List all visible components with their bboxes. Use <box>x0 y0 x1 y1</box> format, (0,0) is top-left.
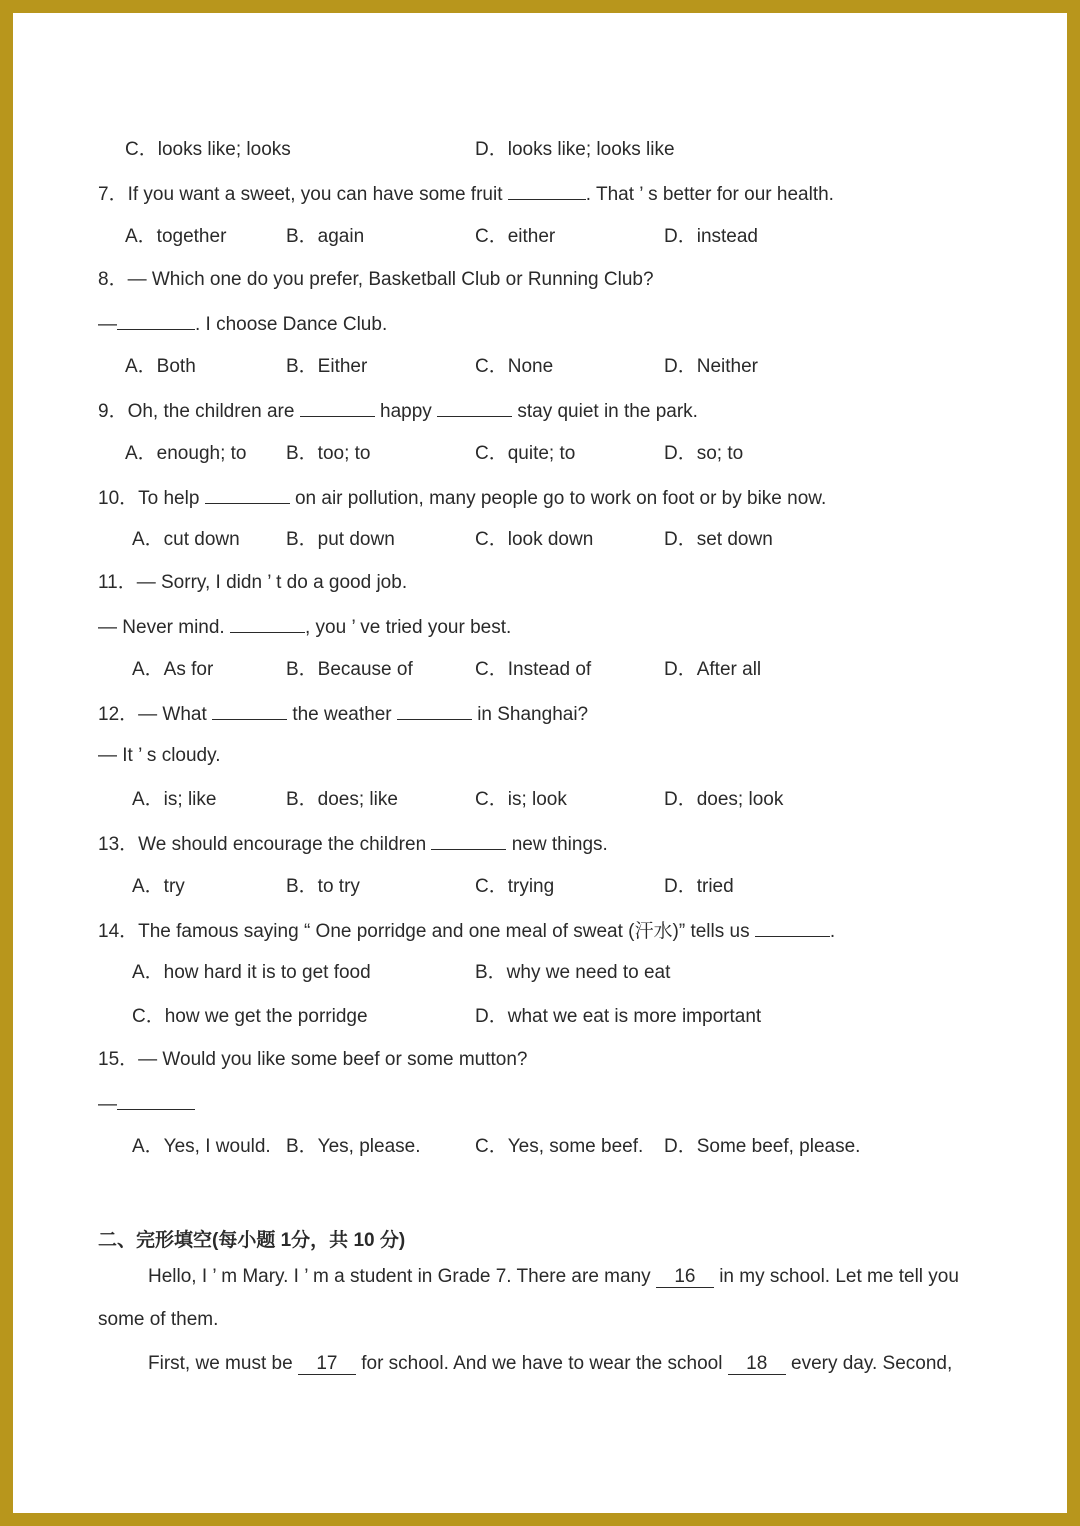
p1-text: Hello, I ’ m Mary. I ’ m a student in Grade 7. There are many <box>148 1266 651 1287</box>
q12-stem <box>98 701 588 727</box>
q12-reply: — It ’ s cloudy. <box>98 745 221 766</box>
q12-option-d[interactable]: D．does; look <box>664 789 784 810</box>
q13-stem <box>98 831 608 857</box>
q8-stem: 8．— Which one do you prefer, Basketball Club or Running Club? <box>98 269 654 290</box>
q9-stem <box>98 398 698 424</box>
q7-option-b[interactable]: B．again <box>286 226 365 247</box>
q7-option-a[interactable]: A．together <box>125 226 227 247</box>
q10-option-c[interactable]: C．look down <box>475 529 594 550</box>
q12-option-b[interactable]: B．does; like <box>286 789 398 810</box>
blank-17[interactable]: 17 <box>298 1354 356 1375</box>
section2-paragraph-1 <box>148 1265 959 1289</box>
q11-option-c[interactable]: C．Instead of <box>475 659 592 680</box>
q9-option-b[interactable]: B．too; to <box>286 443 371 464</box>
q14-option-a[interactable]: A．how hard it is to get food <box>132 962 371 983</box>
q8-option-b[interactable]: B．Either <box>286 356 368 377</box>
section2-paragraph-1-cont: some of them. <box>98 1309 219 1330</box>
p2-text-mid: for school. And we have to wear the school <box>361 1353 723 1374</box>
q9-stem-tail: stay quiet in the park. <box>517 401 698 422</box>
blank-16[interactable]: 16 <box>656 1267 714 1288</box>
q7-stem-text: 7．If you want a sweet, you can have some fruit <box>98 184 503 205</box>
q12-blank-1[interactable] <box>212 701 287 720</box>
q15-option-b[interactable]: B．Yes, please. <box>286 1136 421 1157</box>
section2-heading: 二、完形填空(每小题 1分，共 10 分) <box>98 1230 406 1251</box>
q10-option-a[interactable]: A．cut down <box>132 529 240 550</box>
q11-reply-tail: , you ’ ve tried your best. <box>304 617 512 638</box>
q15-blank[interactable] <box>117 1091 195 1110</box>
q11-reply-text: — Never mind. <box>98 617 225 638</box>
q14-option-c[interactable]: C．how we get the porridge <box>132 1006 368 1027</box>
q6-option-d[interactable]: D．looks like; looks like <box>475 139 675 160</box>
q7-option-d[interactable]: D．instead <box>664 226 758 247</box>
q13-option-b[interactable]: B．to try <box>286 876 360 897</box>
q11-option-d[interactable]: D．After all <box>664 659 762 680</box>
blank-18[interactable]: 18 <box>728 1354 786 1375</box>
q8-reply-text: . I choose Dance Club. <box>195 314 388 335</box>
q9-option-c[interactable]: C．quite; to <box>475 443 576 464</box>
q11-stem: 11．— Sorry, I didn ’ t do a good job. <box>98 572 408 593</box>
q12-blank-2[interactable] <box>397 701 472 720</box>
q9-option-d[interactable]: D．so; to <box>664 443 744 464</box>
q10-stem <box>98 485 826 511</box>
section2-paragraph-2 <box>148 1352 952 1376</box>
q9-option-a[interactable]: A．enough; to <box>125 443 247 464</box>
q12-stem-mid: the weather <box>292 704 392 725</box>
q14-stem-text: 14．The famous saying “ One porridge and one meal of sweat (汗水)” tells us <box>98 921 750 942</box>
q8-option-d[interactable]: D．Neither <box>664 356 758 377</box>
q12-option-c[interactable]: C．is; look <box>475 789 567 810</box>
q15-option-d[interactable]: D．Some beef, please. <box>664 1136 861 1157</box>
q9-stem-mid: happy <box>380 401 432 422</box>
q14-option-b[interactable]: B．why we need to eat <box>475 962 671 983</box>
q13-stem-text: 13．We should encourage the children <box>98 834 427 855</box>
q15-stem: 15．— Would you like some beef or some mutton? <box>98 1049 528 1070</box>
q15-reply <box>98 1091 195 1117</box>
q11-reply <box>98 614 511 640</box>
q8-reply <box>98 311 387 337</box>
q7-stem <box>98 181 834 207</box>
p2-text-tail: every day. Second, <box>791 1353 953 1374</box>
p1-text-tail: in my school. Let me tell you <box>719 1266 959 1287</box>
q15-option-a[interactable]: A．Yes, I would. <box>132 1136 271 1157</box>
q9-stem-text: 9．Oh, the children are <box>98 401 295 422</box>
q7-stem-tail: . That ’ s better for our health. <box>585 184 834 205</box>
q7-option-c[interactable]: C．either <box>475 226 556 247</box>
q7-blank[interactable] <box>508 181 586 200</box>
q9-blank-1[interactable] <box>300 398 375 417</box>
q14-option-d[interactable]: D．what we eat is more important <box>475 1006 762 1027</box>
q8-option-a[interactable]: A．Both <box>125 356 196 377</box>
q10-option-b[interactable]: B．put down <box>286 529 395 550</box>
q8-option-c[interactable]: C．None <box>475 356 554 377</box>
q6-option-c[interactable]: C．looks like; looks <box>125 139 291 160</box>
q13-option-d[interactable]: D．tried <box>664 876 734 897</box>
q10-stem-tail: on air pollution, many people go to work on foot or by bike now. <box>294 488 827 509</box>
q8-dash: — <box>98 314 117 335</box>
q13-option-c[interactable]: C．trying <box>475 876 555 897</box>
p2-text: First, we must be <box>148 1353 293 1374</box>
q8-blank[interactable] <box>117 311 195 330</box>
q10-blank[interactable] <box>205 485 290 504</box>
q12-stem-tail: in Shanghai? <box>477 704 589 725</box>
q10-stem-text: 10．To help <box>98 488 200 509</box>
q13-stem-tail: new things. <box>511 834 608 855</box>
q14-stem <box>98 918 835 944</box>
q13-option-a[interactable]: A．try <box>132 876 185 897</box>
q11-option-a[interactable]: A．As for <box>132 659 214 680</box>
q11-blank[interactable] <box>230 614 305 633</box>
q14-blank[interactable] <box>755 918 830 937</box>
q12-stem-text: 12．— What <box>98 704 207 725</box>
q13-blank[interactable] <box>431 831 506 850</box>
q11-option-b[interactable]: B．Because of <box>286 659 413 680</box>
q15-option-c[interactable]: C．Yes, some beef. <box>475 1136 644 1157</box>
q9-blank-2[interactable] <box>437 398 512 417</box>
q15-dash: — <box>98 1094 117 1115</box>
q14-stem-tail: . <box>829 921 836 942</box>
q10-option-d[interactable]: D．set down <box>664 529 773 550</box>
q12-option-a[interactable]: A．is; like <box>132 789 217 810</box>
exam-page <box>13 13 1067 1513</box>
